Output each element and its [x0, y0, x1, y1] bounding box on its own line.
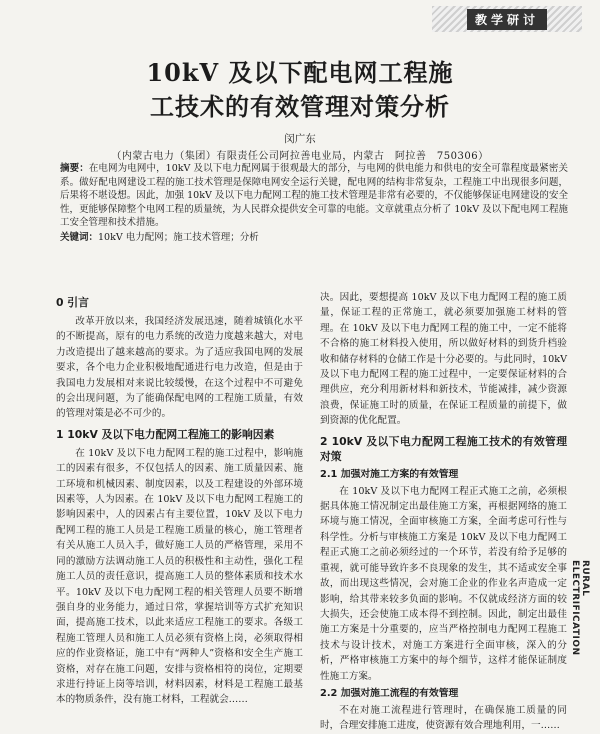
journal-side-label: RURAL ELECTRIFICATION [570, 560, 590, 656]
author-name: 闵广东 [284, 133, 316, 145]
section-1-paragraph: 在 10kV 及以下电力配网工程的施工过程中，影响施工的因素有很多，不仅包括人的因素、施工质量因素、施工环境和机械因素、制度因素，以及工程建设的外部环境因素等，人为因素。在 10kV 及以下电力配网工程施工的影响因素中，人的因素占有主要位置，10kV 及以下电力配网工程的施工人员是工程施工质量的核心，施工管理者有关从施工人员入手，做好施工人员的严格管理，采用不同的激励方法调动施工人员的积极性和主动性，强化工程施工人员的责任意识，提高施工人员的整体素质和技术水平。10kV 及以下电力配网工程的相关管理人员要不断增强自身的业务能力，通过日常，掌握培训等方式扩充知识面，提高施工技术，以此来适应工程施工的要求。各级工程施工管理人员和施工人员必须有资格上岗，必须取得相应的作业资格证，施工中有“两种人”资格和安全生产施工资格，对存在施工问题，安排与资格相符的岗位，定期要求进行持证上岗等培训，材料因素，材料是工程施工最基本的物质条件，没有施工材料，工程就会…… [56, 447, 303, 706]
section-2-1-heading: 2.1 加强对施工方案的有效管理 [320, 468, 459, 480]
article-title-line-1: 10kV 及以下配电网工程施 [146, 58, 454, 87]
section-2-2-paragraph: 不在对施工流程进行管理时，在确保施工质量的同时，合理安排施工进度，使资源有效合理地利用，一…… [320, 704, 567, 732]
abstract-block [60, 162, 568, 244]
article-title-line-2: 工技术的有效管理对策分析 [150, 92, 450, 121]
left-column [56, 290, 303, 708]
section-tag [432, 6, 582, 32]
section-2-heading: 2 10kV 及以下电力配网工程施工技术的有效管理对策 [320, 434, 567, 463]
abstract-label: 摘要： [60, 163, 89, 174]
intro-paragraph: 改革开放以来，我国经济发展迅速，随着城镇化水平的不断提高，原有的电力系统的改造力度越来越大，对电力改造提出了越来越高的要求。为了适应我国电网的发展要求，各个电力企业积极地配通进行电力改造，但是由于我国电力发展相对来说比较缓慢，在这个过程中不可避免的会出现问题，为了能确保配电网的工程施工质量，有效的管理对策是必不可少的。 [56, 316, 303, 420]
section-2-2-heading: 2.2 加强对施工流程的有效管理 [320, 687, 459, 699]
right-column [320, 290, 567, 734]
intro-heading: 0 引言 [56, 296, 89, 309]
abstract [60, 162, 568, 230]
section-2-1-paragraph: 在 10kV 及以下电力配网工程正式施工之前，必须根据具体施工情况制定出最佳施工方案，再根据网络的施工环境与施工情况，全面审核施工方案，全面考虑可行性与科学性。分析与审核施工方案是 10kV 及以下电力配网工程正式施工之前必须经过的一个环节，若没有给予足够的重视，就可能导致许多不良现象的发生，其不适或安全事故，而出现这些情况，会对施工企业的作业名声造成一定影响，给其带来较多负面的影响。不仅就成经济方面的较大损失，还会使施工成本得不到控制。因此，制定出最佳施工方案是十分重要的，应当严格控制电力配网工程施工技术与设计技术，对施工方案进行全面审核，深入的分析，严格审核施工方案中的每个细节，这样才能保证制度性施工方案。 [320, 485, 567, 682]
section-1-heading: 1 10kV 及以下电力配网工程施工的影响因素 [56, 427, 275, 441]
section-tag-label: 教学研讨 [467, 9, 547, 30]
author-affiliation: （内蒙古电力（集团）有限责任公司阿拉善电业局，内蒙古 阿拉善 750306） [111, 151, 489, 162]
continued-paragraph: 决。因此，要想提高 10kV 及以下电力配网工程的施工质量，保证工程的正常施工，就必须要加强施工材料的管理。在 10kV 及以下电力配网工程的施工中，一定不能将不合格的施工材料投入使用，所以做好材料的到货升档验收和储存材料的仓储工作是十分必要的。与此同时，10kV 及以下电力配网工程的施工过程中，一定要保证材料的合理供应，充分利用新材料和新技术，节能减排，减少资源浪费，保证施工时的质量，在保证工程质量的前提下，做到资源的优化配置。 [320, 292, 567, 427]
keywords-label: 关键词： [60, 231, 99, 243]
abstract-text: 在电网为电网中，10kV 及以下电力配网属于很观最大的部分，与电网的供电能力和供电的安全可靠程度最紧密关系。做好配电网建设工程的施工技术管理是保障电网安全运行关键，配电网的结构非常复杂，工程施工中出现很多问题，后果将不堪设想。因此，加强 10kV 及以下电力配网工程的施工技术管理是非常有必要的，不仅能够保证电网建设的安全性，更能够保障整个电网工程的质量统，为人民群众提供安全可靠的电能。文章就重点分析了 10kV 及以下配电网工程施工安全管理和技术措施。 [60, 163, 568, 228]
keywords [60, 231, 568, 245]
keywords-text: 10kV 电力配网；施工技术管理；分析 [98, 231, 259, 243]
